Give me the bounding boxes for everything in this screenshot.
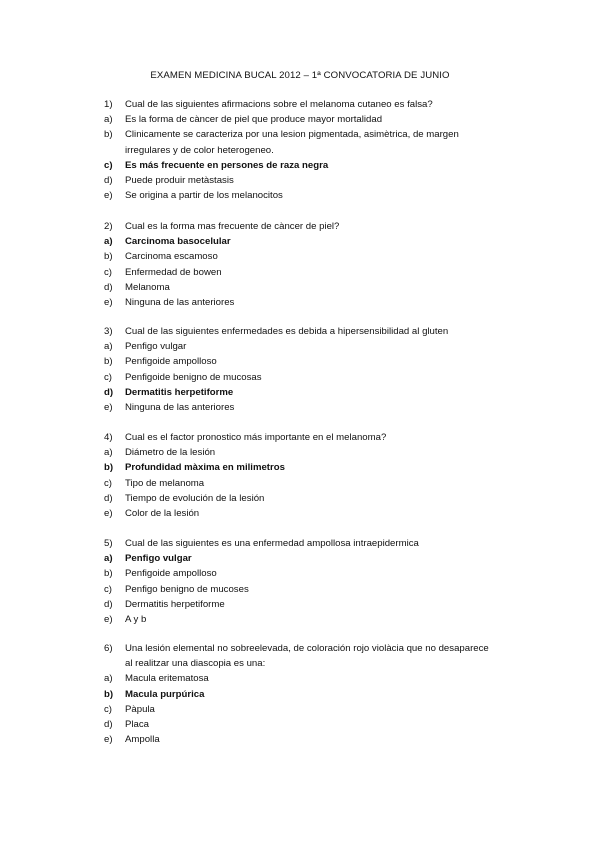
question-block bbox=[104, 98, 524, 204]
option-text: Penfigoide ampolloso bbox=[125, 356, 217, 368]
answer-option bbox=[104, 144, 524, 159]
option-letter: c) bbox=[104, 371, 112, 383]
option-text: Clinicamente se caracteriza por una lesion pigmentada, asimètrica, de margen bbox=[125, 129, 459, 141]
answer-option bbox=[104, 371, 524, 386]
answer-option bbox=[104, 552, 524, 567]
question-text: Cual de las siguientes afirmacions sobre el melanoma cutaneo es falsa? bbox=[125, 99, 433, 110]
answer-option bbox=[104, 266, 524, 281]
option-text: Dermatitis herpetiforme bbox=[125, 386, 234, 398]
option-letter: a) bbox=[104, 236, 113, 248]
option-letter: d) bbox=[104, 492, 113, 504]
option-text: Es la forma de càncer de piel que produce mayor mortalidad bbox=[125, 114, 383, 126]
question-line bbox=[104, 98, 524, 113]
question-text: al realitzar una diascopia es una: bbox=[125, 658, 266, 670]
question-number: 4) bbox=[104, 432, 113, 443]
option-letter: c) bbox=[104, 583, 112, 595]
answer-option bbox=[104, 672, 524, 687]
answer-option bbox=[104, 401, 524, 416]
option-text: Es más frecuente en persones de raza negra bbox=[125, 159, 329, 171]
question-block bbox=[104, 220, 524, 311]
option-letter: b) bbox=[104, 568, 113, 580]
answer-option bbox=[104, 159, 524, 174]
answer-option bbox=[104, 235, 524, 250]
question-line bbox=[104, 642, 524, 657]
answer-option bbox=[104, 296, 524, 311]
option-letter: a) bbox=[104, 341, 113, 353]
option-text: Diámetro de la lesión bbox=[125, 447, 216, 459]
answer-option bbox=[104, 613, 524, 628]
option-letter: d) bbox=[104, 174, 113, 186]
option-letter: c) bbox=[104, 477, 112, 489]
option-text: Penfigoide benigno de mucosas bbox=[125, 371, 262, 383]
question-number: 3) bbox=[104, 326, 113, 337]
answer-option bbox=[104, 733, 524, 748]
option-text: Penfigo benigno de mucoses bbox=[125, 583, 249, 595]
answer-option bbox=[104, 281, 524, 296]
answer-option bbox=[104, 703, 524, 718]
question-block bbox=[104, 642, 524, 748]
option-letter: d) bbox=[104, 281, 113, 293]
question-line bbox=[104, 220, 524, 235]
question-number: 5) bbox=[104, 538, 113, 549]
option-text: Penfigoide ampolloso bbox=[125, 568, 217, 580]
option-letter: e) bbox=[104, 507, 113, 519]
option-letter: e) bbox=[104, 296, 113, 308]
answer-option bbox=[104, 461, 524, 476]
option-letter: c) bbox=[104, 703, 112, 715]
option-letter: e) bbox=[104, 734, 113, 746]
answer-option bbox=[104, 507, 524, 522]
question-text: Cual de las siguientes es una enfermedad ampollosa intraepidermica bbox=[125, 538, 419, 549]
option-letter: a) bbox=[104, 447, 113, 459]
option-letter: a) bbox=[104, 114, 113, 126]
question-text: Cual es el factor pronostico más importante en el melanoma? bbox=[125, 432, 387, 443]
question-text: Cual es la forma mas frecuente de càncer de piel? bbox=[125, 221, 340, 232]
answer-option bbox=[104, 598, 524, 613]
question-block bbox=[104, 537, 524, 628]
answer-option bbox=[104, 583, 524, 598]
question-number: 2) bbox=[104, 221, 113, 232]
option-text: Penfigo vulgar bbox=[125, 553, 192, 565]
answer-option bbox=[104, 355, 524, 370]
option-letter: d) bbox=[104, 386, 114, 398]
question-number: 6) bbox=[104, 643, 113, 654]
option-text: Macula eritematosa bbox=[125, 673, 209, 685]
question-line bbox=[104, 431, 524, 446]
option-text: Penfigo vulgar bbox=[125, 341, 187, 353]
answer-option bbox=[104, 189, 524, 204]
answer-option bbox=[104, 174, 524, 189]
option-letter: d) bbox=[104, 598, 113, 610]
option-text: Dermatitis herpetiforme bbox=[125, 598, 225, 610]
option-text: Ninguna de las anteriores bbox=[125, 296, 235, 308]
option-text: Tipo de melanoma bbox=[125, 477, 205, 489]
question-number: 1) bbox=[104, 99, 113, 110]
option-text: Enfermedad de bowen bbox=[125, 266, 222, 278]
option-text: Se origina a partir de los melanocitos bbox=[125, 190, 283, 202]
option-letter: e) bbox=[104, 190, 113, 202]
option-letter: c) bbox=[104, 266, 112, 278]
question-text: Cual de las siguientes enfermedades es debida a hipersensibilidad al gluten bbox=[125, 326, 449, 337]
answer-option bbox=[104, 477, 524, 492]
answer-option bbox=[104, 567, 524, 582]
question-block bbox=[104, 325, 524, 416]
answer-option bbox=[104, 250, 524, 265]
option-text: Carcinoma basocelular bbox=[125, 236, 231, 248]
question-text: Una lesión elemental no sobreelevada, de coloración rojo violàcia que no desaparece bbox=[125, 643, 489, 654]
option-text: Ampolla bbox=[125, 734, 160, 746]
option-text: A y b bbox=[125, 613, 147, 625]
answer-option bbox=[104, 446, 524, 461]
option-text: Placa bbox=[125, 718, 149, 730]
question-line bbox=[104, 537, 524, 552]
exam-title: EXAMEN MEDICINA BUCAL 2012 – 1ª CONVOCATORIA DE JUNIO bbox=[150, 70, 450, 81]
option-text: Macula purpúrica bbox=[125, 688, 205, 700]
option-text: irregulares y de color heterogeneo. bbox=[125, 144, 274, 156]
answer-option bbox=[104, 688, 524, 703]
option-letter: b) bbox=[104, 356, 113, 368]
option-letter: e) bbox=[104, 401, 113, 413]
option-text: Melanoma bbox=[125, 281, 170, 293]
option-text: Color de la lesión bbox=[125, 507, 200, 519]
answer-option bbox=[104, 128, 524, 143]
answer-option bbox=[104, 492, 524, 507]
option-letter: a) bbox=[104, 673, 113, 685]
option-letter: c) bbox=[104, 159, 113, 171]
option-text: Ninguna de las anteriores bbox=[125, 401, 235, 413]
option-letter: b) bbox=[104, 462, 114, 474]
option-text: Profundidad màxima en milimetros bbox=[125, 462, 285, 474]
option-letter: b) bbox=[104, 251, 113, 263]
option-text: Carcinoma escamoso bbox=[125, 251, 218, 263]
question-line bbox=[104, 657, 524, 672]
question-line bbox=[104, 325, 524, 340]
answer-option bbox=[104, 386, 524, 401]
answer-option bbox=[104, 718, 524, 733]
option-letter: e) bbox=[104, 613, 113, 625]
option-text: Tiempo de evolución de la lesión bbox=[125, 492, 265, 504]
option-text: Pàpula bbox=[125, 703, 155, 715]
option-letter: b) bbox=[104, 688, 114, 700]
option-letter: b) bbox=[104, 129, 113, 141]
answer-option bbox=[104, 113, 524, 128]
question-block bbox=[104, 431, 524, 522]
option-letter: d) bbox=[104, 718, 113, 730]
answer-option bbox=[104, 340, 524, 355]
option-letter: a) bbox=[104, 553, 113, 565]
option-text: Puede produir metàstasis bbox=[125, 174, 234, 186]
